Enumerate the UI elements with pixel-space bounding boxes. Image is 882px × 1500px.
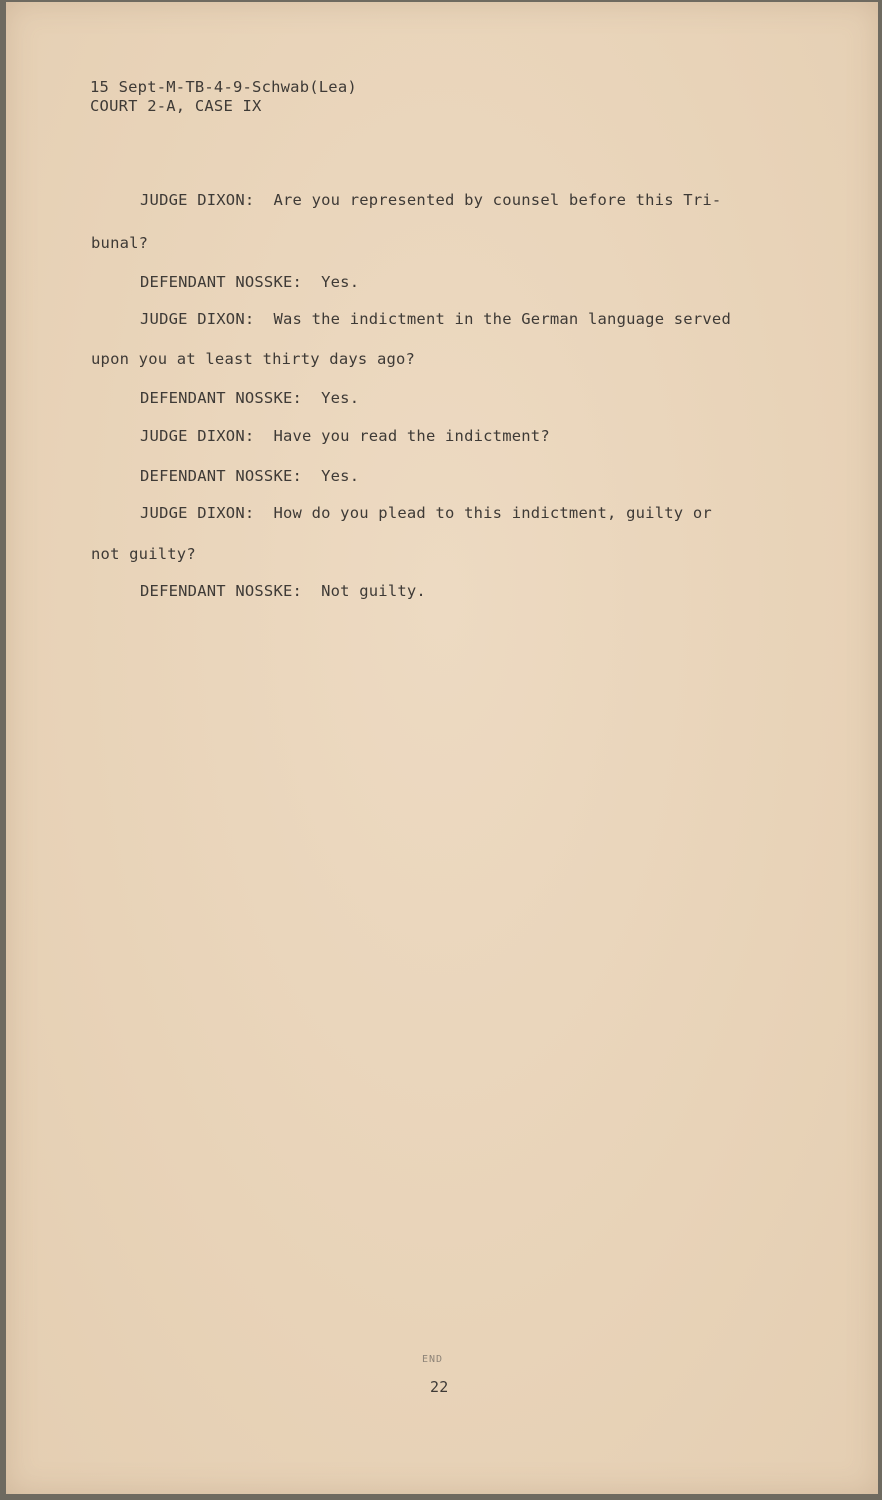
transcript-line: JUDGE DIXON: Are you represented by counsel before this Tri- bbox=[140, 191, 722, 209]
transcript-line: DEFENDANT NOSSKE: Not guilty. bbox=[140, 582, 426, 600]
transcript-line: DEFENDANT NOSSKE: Yes. bbox=[140, 273, 360, 291]
transcript-line: JUDGE DIXON: How do you plead to this indictment, guilty or bbox=[140, 504, 712, 522]
transcript-line: not guilty? bbox=[91, 545, 196, 563]
transcript-line: bunal? bbox=[91, 234, 149, 252]
document-header bbox=[90, 78, 357, 116]
transcript-line: DEFENDANT NOSSKE: Yes. bbox=[140, 389, 360, 407]
header-reference: 15 Sept-M-TB-4-9-Schwab(Lea) bbox=[90, 78, 357, 96]
page-number: 22 bbox=[430, 1378, 449, 1396]
transcript-line: upon you at least thirty days ago? bbox=[91, 350, 416, 368]
transcript-line: DEFENDANT NOSSKE: Yes. bbox=[140, 467, 360, 485]
transcript-line: JUDGE DIXON: Was the indictment in the German language served bbox=[140, 310, 731, 328]
end-mark: END bbox=[422, 1354, 444, 1365]
transcript-line: JUDGE DIXON: Have you read the indictment? bbox=[140, 427, 550, 445]
header-court-case: COURT 2-A, CASE IX bbox=[90, 97, 262, 115]
transcript-page bbox=[6, 2, 878, 1494]
